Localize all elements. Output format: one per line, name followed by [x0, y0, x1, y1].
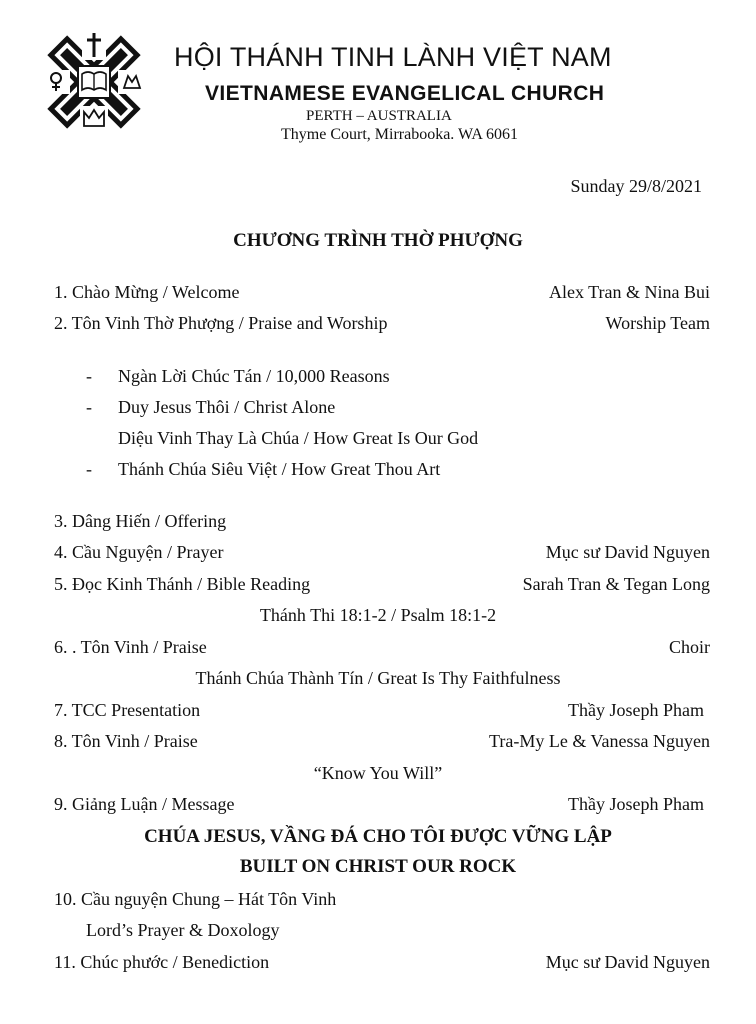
program-item-9	[54, 794, 710, 820]
program-item-7	[54, 700, 710, 726]
closing-prayer-english: Lord’s Prayer & Doxology	[86, 920, 280, 940]
song-item	[86, 397, 335, 418]
program-item-1	[54, 282, 710, 308]
item-person: Thầy Joseph Pham	[568, 700, 704, 720]
program-title: CHƯƠNG TRÌNH THỜ PHƯỢNG	[233, 230, 523, 251]
program-item-6	[54, 637, 710, 663]
song-title: Diệu Vinh Thay Là Chúa / How Great Is Our God	[118, 428, 479, 448]
item-person: Tra-My Le & Vanessa Nguyen	[489, 731, 710, 751]
program-item-4	[54, 542, 710, 568]
item-label: 7. TCC Presentation	[54, 700, 201, 720]
praise-song: “Know You Will”	[313, 763, 443, 783]
item-label: 9. Giảng Luận / Message	[54, 794, 235, 814]
church-name-english: VIETNAMESE EVANGELICAL CHURCH	[205, 82, 605, 105]
program-item-5	[54, 574, 710, 600]
church-name-vietnamese: HỘI THÁNH TINH LÀNH VIỆT NAM	[174, 42, 612, 72]
church-city: PERTH – AUSTRALIA	[306, 108, 452, 124]
sermon-title-vietnamese: CHÚA JESUS, VẦNG ĐÁ CHO TÔI ĐƯỢC VỮNG LẬP	[144, 826, 612, 847]
item-label: 3. Dâng Hiến / Offering	[54, 511, 227, 531]
program-item-11	[54, 952, 710, 978]
item-label: 2. Tôn Vinh Thờ Phượng / Praise and Worship	[54, 313, 388, 333]
program-item-2	[54, 313, 710, 339]
item-label: 10. Cầu nguyện Chung – Hát Tôn Vinh	[54, 889, 337, 909]
song-dash: -	[86, 397, 92, 417]
song-dash: -	[86, 459, 92, 479]
item-person: Mục sư David Nguyen	[545, 542, 710, 562]
song-title: Ngàn Lời Chúc Tán / 10,000 Reasons	[118, 366, 390, 386]
church-logo-icon	[34, 22, 154, 142]
item-label: 5. Đọc Kinh Thánh / Bible Reading	[54, 574, 311, 594]
program-item-8	[54, 731, 710, 757]
sermon-title-english: BUILT ON CHRIST OUR ROCK	[239, 856, 517, 877]
item-person: Mục sư David Nguyen	[545, 952, 710, 972]
item-person: Alex Tran & Nina Bui	[548, 282, 710, 302]
item-label: 8. Tôn Vinh / Praise	[54, 731, 198, 751]
item-person: Sarah Tran & Tegan Long	[522, 574, 710, 594]
item-person: Choir	[668, 637, 710, 657]
church-address: Thyme Court, Mirrabooka. WA 6061	[281, 126, 519, 143]
song-title: Thánh Chúa Siêu Việt / How Great Thou Art	[118, 459, 441, 479]
program-item-3	[54, 511, 710, 537]
song-title: Duy Jesus Thôi / Christ Alone	[118, 397, 336, 417]
bible-reading-passage: Thánh Thi 18:1-2 / Psalm 18:1-2	[259, 605, 497, 625]
item-label: 1. Chào Mừng / Welcome	[54, 282, 240, 302]
service-date: Sunday 29/8/2021	[570, 176, 702, 196]
item-person: Thầy Joseph Pham	[568, 794, 704, 814]
item-person: Worship Team	[605, 313, 710, 333]
song-dash: -	[86, 366, 92, 386]
choir-song: Thánh Chúa Thành Tín / Great Is Thy Faithfulness	[195, 668, 561, 688]
song-item	[86, 459, 440, 480]
song-item	[86, 366, 390, 387]
program-item-10	[54, 889, 710, 915]
item-label: 6. . Tôn Vinh / Praise	[54, 637, 207, 657]
item-label: 11. Chúc phước / Benediction	[54, 952, 270, 972]
song-item	[86, 428, 478, 449]
item-label: 4. Cầu Nguyện / Prayer	[54, 542, 224, 562]
